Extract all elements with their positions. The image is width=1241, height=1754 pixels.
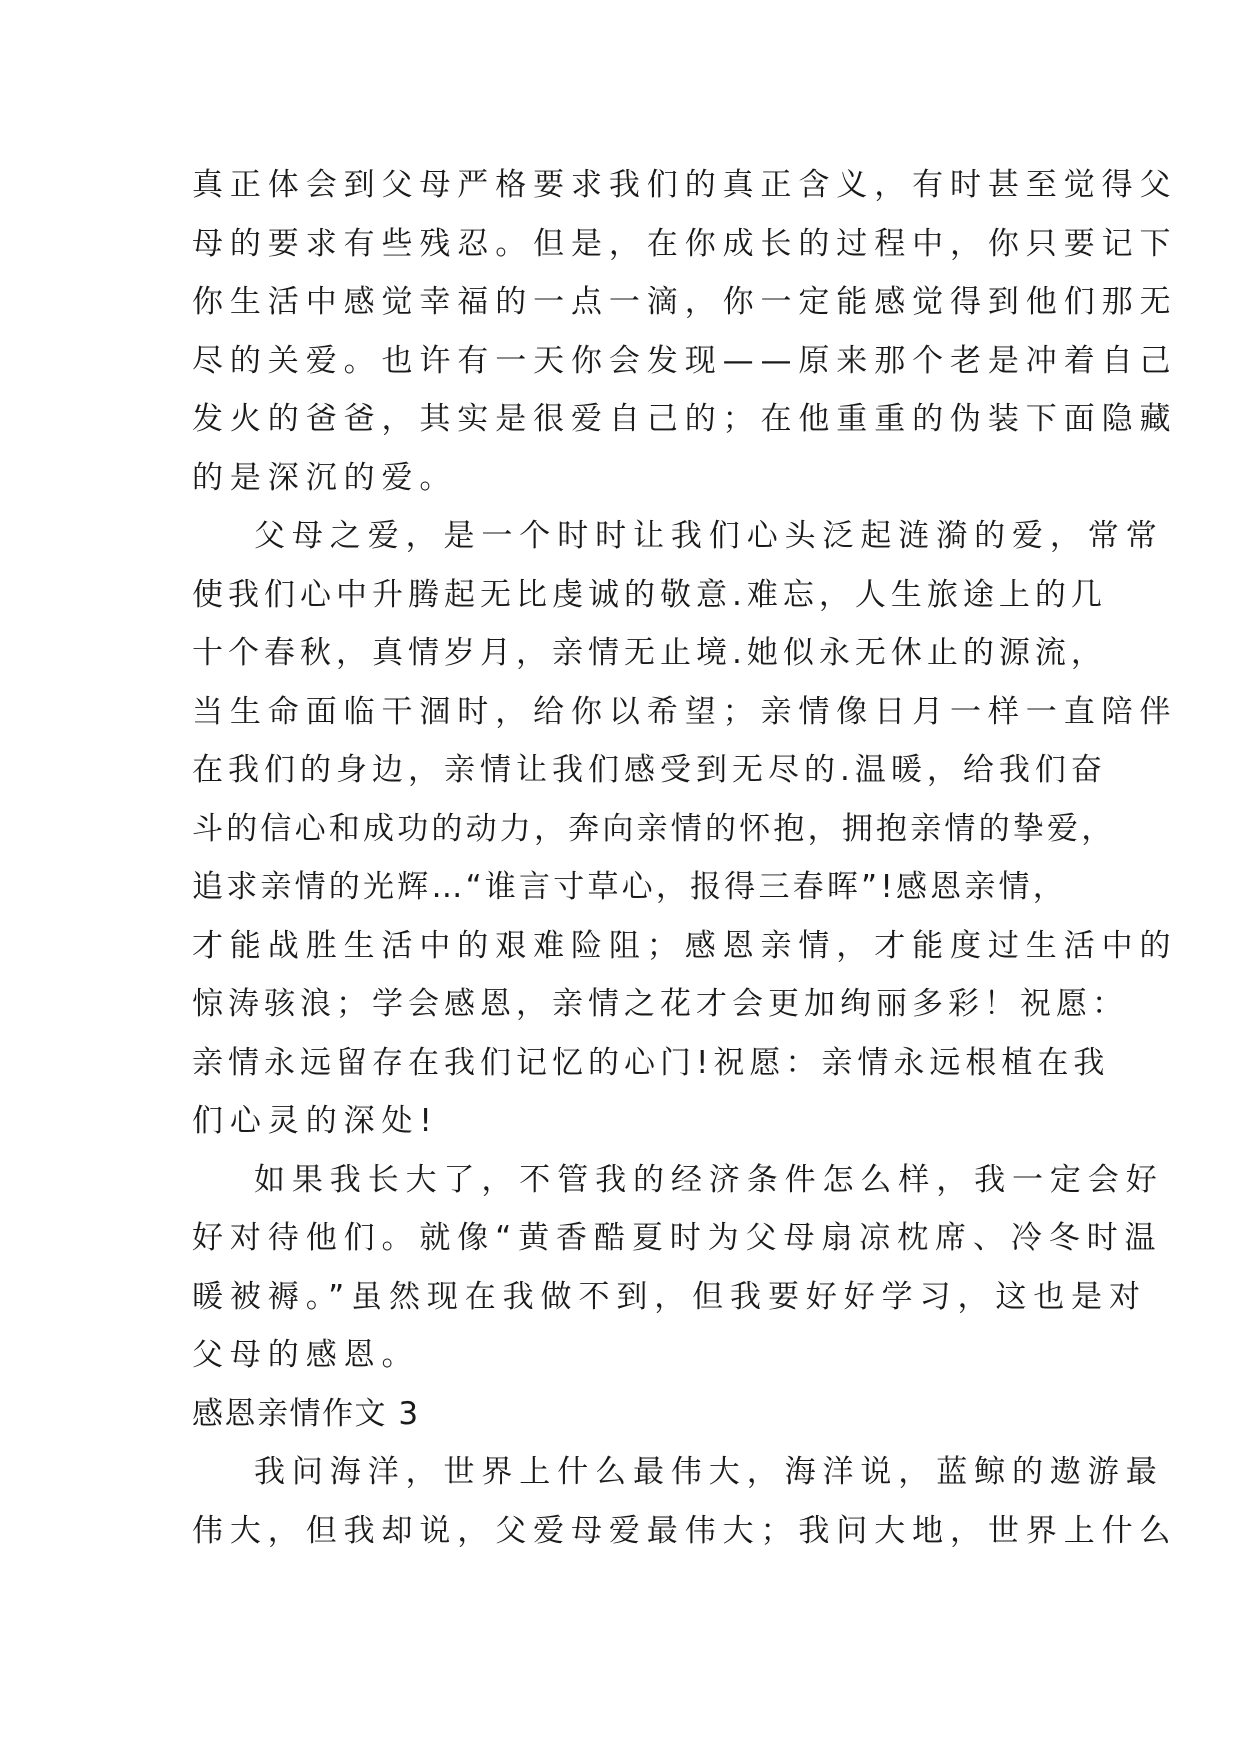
text-line: 母的要求有些残忍。但是，在你成长的过程中，你只要记下 (192, 225, 1178, 262)
text-line: 好对待他们。就像“黄香酷夏时为父母扇凉枕席、冷冬时温 (192, 1220, 1163, 1256)
text-line: 父母之爱，是一个时时让我们心头泛起涟漪的爱，常常 (254, 518, 1164, 554)
text-line: 的是深沉的爱。 (192, 459, 458, 496)
text-line: 追求亲情的光辉…“谁言寸草心，报得三春晖”!感恩亲情， (192, 869, 1067, 905)
text-line: 使我们心中升腾起无比虔诚的敬意.难忘，人生旅途上的几 (192, 576, 1107, 613)
text-line: 亲情永远留存在我们记忆的心门!祝愿：亲情永远根植在我 (192, 1044, 1110, 1081)
text-line: 当生命面临干涸时，给你以希望；亲情像日月一样一直陪伴 (192, 693, 1178, 730)
paragraph-3 (192, 1151, 1164, 1385)
text-line: 伟大，但我却说，父爱母爱最伟大；我问大地，世界上什么 (192, 1512, 1178, 1549)
heading-text: 感恩亲情作文 3 (192, 1395, 420, 1432)
text-line: 十个春秋，真情岁月，亲情无止境.她似永无休止的源流， (192, 635, 1107, 671)
paragraph-2 (192, 507, 1178, 1151)
text-line: 我问海洋，世界上什么最伟大，海洋说，蓝鲸的遨游最 (254, 1454, 1164, 1490)
text-line: 你生活中感觉幸福的一点一滴，你一定能感觉得到他们那无 (192, 284, 1178, 320)
text-line: 发火的爸爸，其实是很爱自己的；在他重重的伪装下面隐藏 (192, 401, 1178, 437)
text-line: 父母的感恩。 (192, 1337, 420, 1373)
text-line: 尽的关爱。也许有一天你会发现——原来那个老是冲着自己 (192, 342, 1178, 379)
document-body (192, 156, 1178, 1560)
text-line: 斗的信心和成功的动力，奔向亲情的怀抱，拥抱亲情的挚爱， (192, 810, 1116, 847)
text-line: 才能战胜生活中的艰难险阻；感恩亲情，才能度过生活中的 (192, 927, 1178, 964)
text-line: 如果我长大了，不管我的经济条件怎么样，我一定会好 (254, 1161, 1164, 1198)
section-heading (192, 1385, 1062, 1444)
text-line: 惊涛骇浪；学会感恩，亲情之花才会更加绚丽多彩！祝愿： (192, 986, 1128, 1022)
paragraph-4 (192, 1443, 1178, 1560)
text-line: 暖被褥。”虽然现在我做不到，但我要好好学习，这也是对 (192, 1278, 1147, 1315)
text-line: 真正体会到父母严格要求我们的真正含义，有时甚至觉得父 (192, 167, 1178, 203)
text-line: 在我们的身边，亲情让我们感受到无尽的.温暖，给我们奋 (192, 752, 1107, 788)
paragraph-1 (192, 156, 1178, 507)
text-line: 们心灵的深处! (192, 1103, 439, 1139)
